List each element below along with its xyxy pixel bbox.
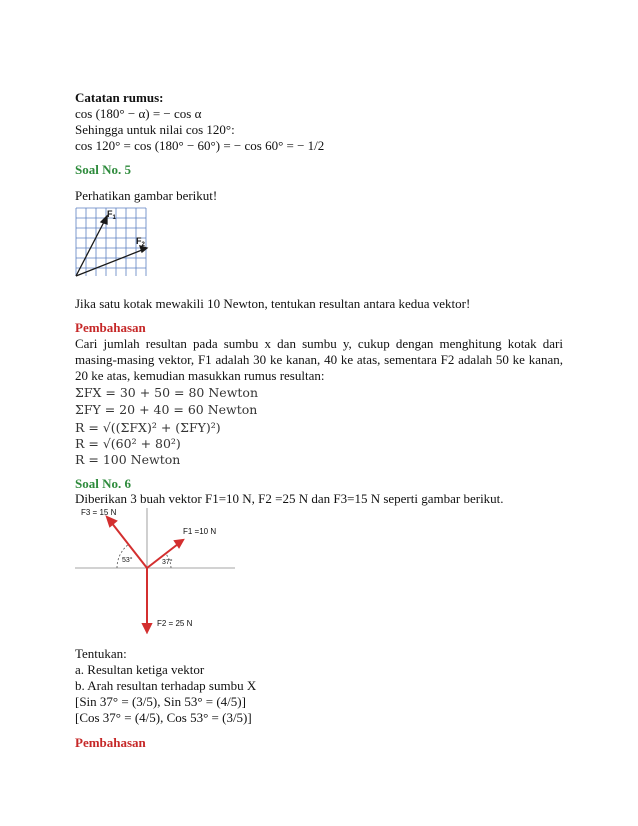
grid-vector-figure (74, 206, 154, 278)
formula-line-2: Sehingga untuk nilai cos 120°: (75, 122, 235, 137)
eq-sum-fy: ΣFY = 20 + 40 = 60 Newton (75, 402, 258, 417)
f1-label: F1 =10 N (183, 527, 217, 536)
pembahasan5-text: Cari jumlah resultan pada sumbu x dan sumbu y, cukup dengan menghitung kotak dari masing-masing vektor, F1 adalah 30 ke kanan, 40 ke atas, sementara F2 adalah 50 ke kanan, 20 ke atas, kemudian masukkan rumus resultan: (75, 336, 563, 383)
formula-note-heading: Catatan rumus: (75, 90, 164, 105)
angle-53-label: 53° (122, 557, 133, 564)
tentukan-label: Tentukan: (75, 646, 127, 661)
f3-label: F3 = 15 N (81, 508, 117, 517)
formula-line-1: cos (180° − α) = − cos α (75, 106, 202, 121)
eq-resultant-sub: R = √(60² + 80²) (75, 436, 181, 451)
soal5-question: Jika satu kotak mewakili 10 Newton, tentukan resultan antara kedua vektor! (75, 296, 471, 311)
pembahasan5-title: Pembahasan (75, 320, 146, 335)
eq-sum-fx: ΣFX = 30 + 50 = 80 Newton (75, 385, 258, 400)
angle-37-label: 37° (162, 559, 173, 566)
f2-label: $F_2$ (136, 236, 145, 248)
soal5-title: Soal No. 5 (75, 162, 131, 177)
item-a: a. Resultan ketiga vektor (75, 662, 205, 677)
hint-sin: [Sin 37° = (3/5), Sin 53° = (4/5)] (75, 694, 246, 709)
item-b: b. Arah resultan terhadap sumbu X (75, 678, 257, 693)
eq-resultant-value: R = 100 Newton (75, 452, 181, 467)
formula-line-3: cos 120° = cos (180° − 60°) = − cos 60° = − 1/2 (75, 138, 325, 153)
eq-resultant-formula: R = √((ΣFX)² + (ΣFY)²) (75, 420, 221, 435)
f1-label: $F_1$ (107, 209, 116, 221)
pembahasan6-title: Pembahasan (75, 735, 146, 750)
angle-arc-left (117, 544, 129, 568)
hint-cos: [Cos 37° = (4/5), Cos 53° = (3/5)] (75, 710, 252, 725)
soal6-title: Soal No. 6 (75, 476, 131, 491)
f2-label: F2 = 25 N (157, 619, 193, 628)
three-vector-figure (75, 506, 235, 636)
soal6-prompt: Diberikan 3 buah vektor F1=10 N, F2 =25 N dan F3=15 N seperti gambar berikut. (75, 491, 504, 506)
soal5-prompt: Perhatikan gambar berikut! (75, 188, 218, 203)
